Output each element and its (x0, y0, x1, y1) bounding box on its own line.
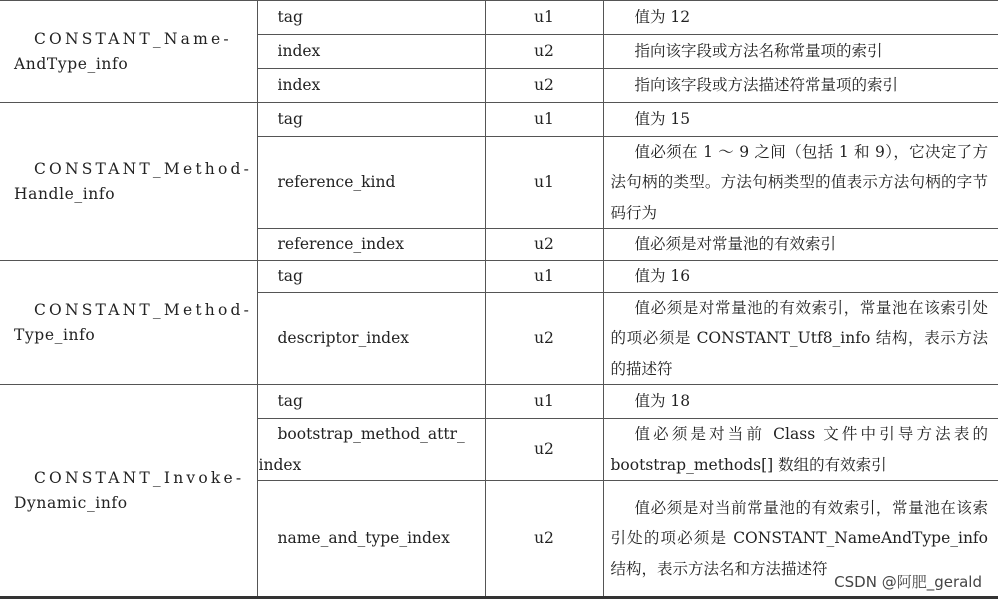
field-type: u1 (485, 1, 603, 35)
field-desc: 值为 18 (603, 385, 998, 419)
field-name-line2: index (258, 455, 302, 474)
field-name: index (257, 69, 485, 103)
table-row (0, 1, 998, 35)
constant-name-cell (0, 103, 257, 261)
field-type: u2 (485, 419, 603, 481)
field-name (257, 419, 485, 481)
field-desc: 指向该字段或方法名称常量项的索引 (603, 35, 998, 69)
constant-name-line2: Handle_info (14, 184, 116, 203)
field-type: u1 (485, 261, 603, 293)
field-type: u1 (485, 385, 603, 419)
table-row (0, 103, 998, 137)
field-name: tag (257, 1, 485, 35)
constant-name-cell (0, 385, 257, 597)
watermark: CSDN @阿肥_gerald (834, 573, 982, 591)
constant-name-line2: Dynamic_info (14, 493, 128, 512)
field-type: u2 (485, 229, 603, 261)
constant-name-line1: CONSTANT_Method- (34, 300, 253, 319)
constant-name-cell (0, 261, 257, 385)
field-name: tag (257, 385, 485, 419)
field-desc: 值为 15 (603, 103, 998, 137)
field-name: name_and_type_index (257, 481, 485, 597)
field-desc: 指向该字段或方法描述符常量项的索引 (603, 69, 998, 103)
field-type: u2 (485, 481, 603, 597)
field-name: tag (257, 261, 485, 293)
field-name: tag (257, 103, 485, 137)
field-desc: 值必须是对当前 Class 文件中引导方法表的 bootstrap_methods[] 数组的有效索引 (603, 419, 998, 481)
field-name: index (257, 35, 485, 69)
field-desc: 值必须是对常量池的有效索引，常量池在该索引处的项必须是 CONSTANT_Utf8_info 结构，表示方法的描述符 (603, 293, 998, 385)
constant-name-line2: AndType_info (14, 54, 129, 73)
field-desc: 值必须在 1 ～ 9 之间（包括 1 和 9），它决定了方法句柄的类型。方法句柄类型的值表示方法句柄的字节码行为 (603, 137, 998, 229)
table-row (0, 261, 998, 293)
field-name: reference_index (257, 229, 485, 261)
field-desc: 值必须是对常量池的有效索引 (603, 229, 998, 261)
constant-name-line1: CONSTANT_Invoke- (34, 468, 245, 487)
field-name: reference_kind (257, 137, 485, 229)
constant-name-line2: Type_info (14, 325, 96, 344)
field-type: u2 (485, 35, 603, 69)
field-desc: 值为 12 (603, 1, 998, 35)
field-type: u2 (485, 293, 603, 385)
constant-name-line1: CONSTANT_Method- (34, 159, 253, 178)
field-desc: 值为 16 (603, 261, 998, 293)
field-type: u1 (485, 137, 603, 229)
field-type: u2 (485, 69, 603, 103)
constant-name-line1: CONSTANT_Name- (34, 29, 232, 48)
field-desc: 值必须是对当前常量池的有效索引，常量池在该索引处的项必须是 CONSTANT_NameAndType_info 结构，表示方法名和方法描述符 (603, 481, 998, 597)
field-name-line1: bootstrap_method_attr_ (277, 425, 465, 444)
field-name: descriptor_index (257, 293, 485, 385)
constant-name-cell (0, 1, 257, 103)
field-type: u1 (485, 103, 603, 137)
table-row (0, 385, 998, 419)
table-bottom-rule (0, 596, 998, 599)
